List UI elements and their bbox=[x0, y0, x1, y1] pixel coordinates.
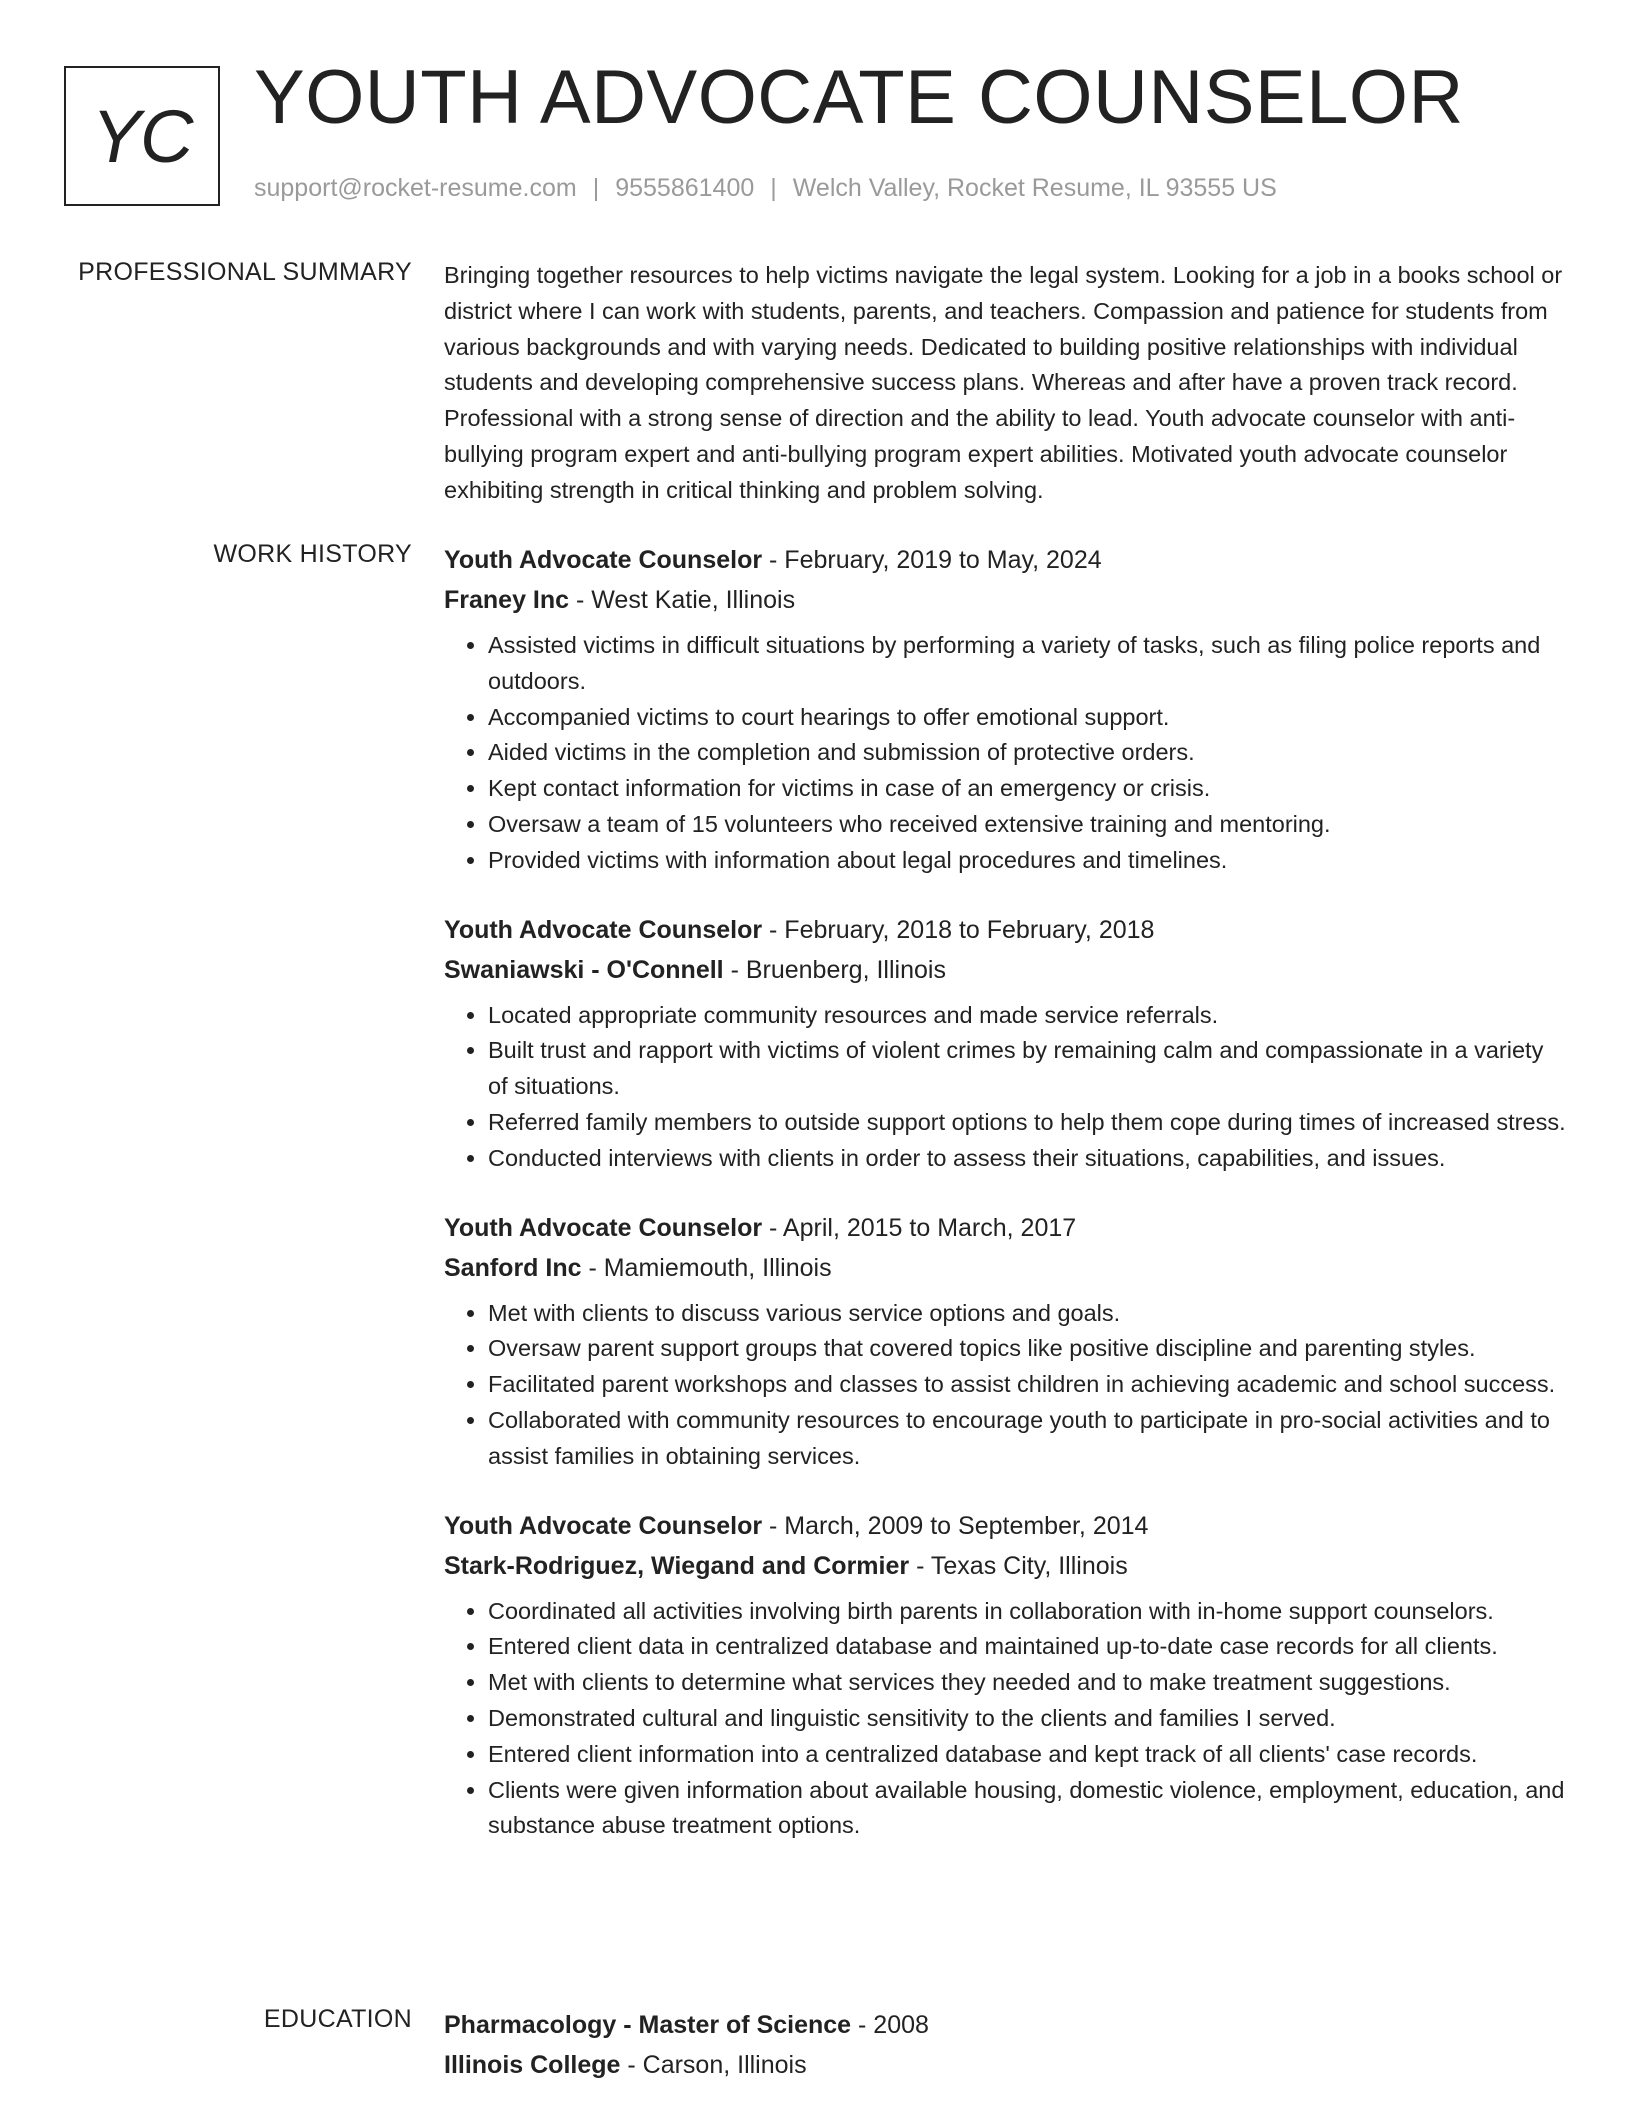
job-bullet: • Assisted victims in difficult situations by performing a variety of tasks, such as filing police reports and outdoors. bbox=[488, 628, 1569, 700]
job-bullet: • Oversaw a team of 15 volunteers who received extensive training and mentoring. bbox=[488, 807, 1569, 843]
job-company-line bbox=[444, 580, 1569, 620]
job-bullet: • Provided victims with information about legal procedures and timelines. bbox=[488, 843, 1569, 879]
job-title: Youth Advocate Counselor bbox=[444, 1511, 763, 1540]
contact-phone: 9555861400 bbox=[615, 174, 755, 202]
job-company: Sanford Inc bbox=[444, 1253, 582, 1282]
job-location: - West Katie, Illinois bbox=[569, 586, 796, 614]
education-degree: Pharmacology - Master of Science bbox=[444, 2011, 852, 2039]
job-bullet: • Kept contact information for victims in case of an emergency or crisis. bbox=[488, 771, 1569, 807]
job-bullet: • Aided victims in the completion and submission of protective orders. bbox=[488, 735, 1569, 771]
job-bullet: • Met with clients to determine what services they needed and to make treatment suggestions. bbox=[488, 1665, 1569, 1701]
section-label-summary: PROFESSIONAL SUMMARY bbox=[78, 258, 412, 286]
job-entry bbox=[444, 1506, 1569, 1845]
job-bullet: • Entered client data in centralized database and maintained up-to-date case records for all clients. bbox=[488, 1629, 1569, 1665]
job-bullet: • Referred family members to outside support options to help them cope during times of increased stress. bbox=[488, 1105, 1569, 1141]
job-bullet: • Met with clients to discuss various service options and goals. bbox=[488, 1296, 1569, 1332]
monogram-logo: YC bbox=[64, 66, 220, 206]
job-bullet: • Accompanied victims to court hearings to offer emotional support. bbox=[488, 700, 1569, 736]
job-bullet: • Demonstrated cultural and linguistic sensitivity to the clients and families I served. bbox=[488, 1701, 1569, 1737]
job-dates: - February, 2018 to February, 2018 bbox=[762, 915, 1155, 944]
job-location: - Texas City, Illinois bbox=[909, 1551, 1128, 1580]
contact-separator: | bbox=[592, 174, 600, 202]
page-title: YOUTH ADVOCATE COUNSELOR bbox=[254, 55, 1464, 140]
education-degree-line bbox=[444, 2005, 1569, 2045]
contact-email: support@rocket-resume.com bbox=[254, 174, 577, 202]
job-location: - Bruenberg, Illinois bbox=[723, 955, 946, 984]
job-bullet: • Coordinated all activities involving birth parents in collaboration with in-home support counselors. bbox=[488, 1594, 1569, 1630]
job-company-line bbox=[444, 1546, 1569, 1586]
contact-address: Welch Valley, Rocket Resume, IL 93555 US bbox=[792, 174, 1277, 202]
education-school-line bbox=[444, 2045, 1569, 2085]
section-label-education: EDUCATION bbox=[263, 2005, 412, 2033]
job-dates: - February, 2019 to May, 2024 bbox=[762, 546, 1102, 574]
job-company: Swaniawski - O'Connell bbox=[444, 955, 724, 984]
job-company-line bbox=[444, 950, 1569, 990]
job-dates: - March, 2009 to September, 2014 bbox=[762, 1511, 1149, 1540]
job-dates: - April, 2015 to March, 2017 bbox=[762, 1213, 1077, 1242]
summary-text: Bringing together resources to help victims navigate the legal system. Looking for a job in a books school or district where I can work with students, parents, and teachers. Compassion and patience for students from various backgrounds and with varying needs. Dedicated to building positive relationships with individual students and developing comprehensive success plans. Whereas and after have a proven track record. Professional with a strong sense of direction and the ability to lead. Youth advocate counselor with anti-bullying program expert and anti-bullying program expert abilities. Motivated youth advocate counselor exhibiting strength in critical thinking and problem solving. bbox=[444, 262, 1563, 503]
job-title-line bbox=[444, 910, 1569, 950]
job-bullet: • Clients were given information about available housing, domestic violence, employment, education, and substance abuse treatment options. bbox=[488, 1773, 1569, 1845]
job-bullet: • Entered client information into a centralized database and kept track of all clients' case records. bbox=[488, 1737, 1569, 1773]
job-location: - Mamiemouth, Illinois bbox=[581, 1253, 832, 1282]
section-label-work-history: WORK HISTORY bbox=[213, 540, 412, 568]
education-location: - Carson, Illinois bbox=[620, 2051, 807, 2079]
job-title-line bbox=[444, 1208, 1569, 1248]
education-body bbox=[444, 2005, 1569, 2085]
job-bullet-list bbox=[444, 1296, 1569, 1475]
work-history-body bbox=[444, 540, 1569, 1875]
job-bullet: • Built trust and rapport with victims of violent crimes by remaining calm and compassionate in a variety of situations. bbox=[488, 1033, 1569, 1105]
job-title-line bbox=[444, 540, 1569, 580]
job-title: Youth Advocate Counselor bbox=[444, 1213, 763, 1242]
job-title: Youth Advocate Counselor bbox=[444, 915, 763, 944]
job-entry bbox=[444, 540, 1569, 879]
contact-line bbox=[254, 174, 1277, 203]
job-bullet-list bbox=[444, 628, 1569, 879]
job-bullet-list bbox=[444, 1594, 1569, 1845]
job-title-line bbox=[444, 1506, 1569, 1546]
job-company-line bbox=[444, 1248, 1569, 1288]
contact-separator: | bbox=[770, 174, 777, 202]
job-bullet-list bbox=[444, 998, 1569, 1177]
job-bullet: • Located appropriate community resources and made service referrals. bbox=[488, 998, 1569, 1034]
job-bullet: • Conducted interviews with clients in order to assess their situations, capabilities, and issues. bbox=[488, 1141, 1569, 1177]
job-company: Stark-Rodriguez, Wiegand and Cormier bbox=[444, 1551, 910, 1580]
job-bullet: • Oversaw parent support groups that covered topics like positive discipline and parenting styles. bbox=[488, 1331, 1569, 1367]
job-bullet: • Collaborated with community resources to encourage youth to participate in pro-social activities and to assist families in obtaining services. bbox=[488, 1403, 1569, 1475]
job-entry bbox=[444, 1208, 1569, 1475]
education-school: Illinois College bbox=[444, 2051, 621, 2079]
job-bullet: • Facilitated parent workshops and classes to assist children in achieving academic and school success. bbox=[488, 1367, 1569, 1403]
job-company: Franey Inc bbox=[444, 586, 570, 614]
summary-body bbox=[444, 258, 1569, 509]
job-title: Youth Advocate Counselor bbox=[444, 546, 763, 574]
education-year: - 2008 bbox=[851, 2011, 929, 2039]
job-entry bbox=[444, 910, 1569, 1177]
